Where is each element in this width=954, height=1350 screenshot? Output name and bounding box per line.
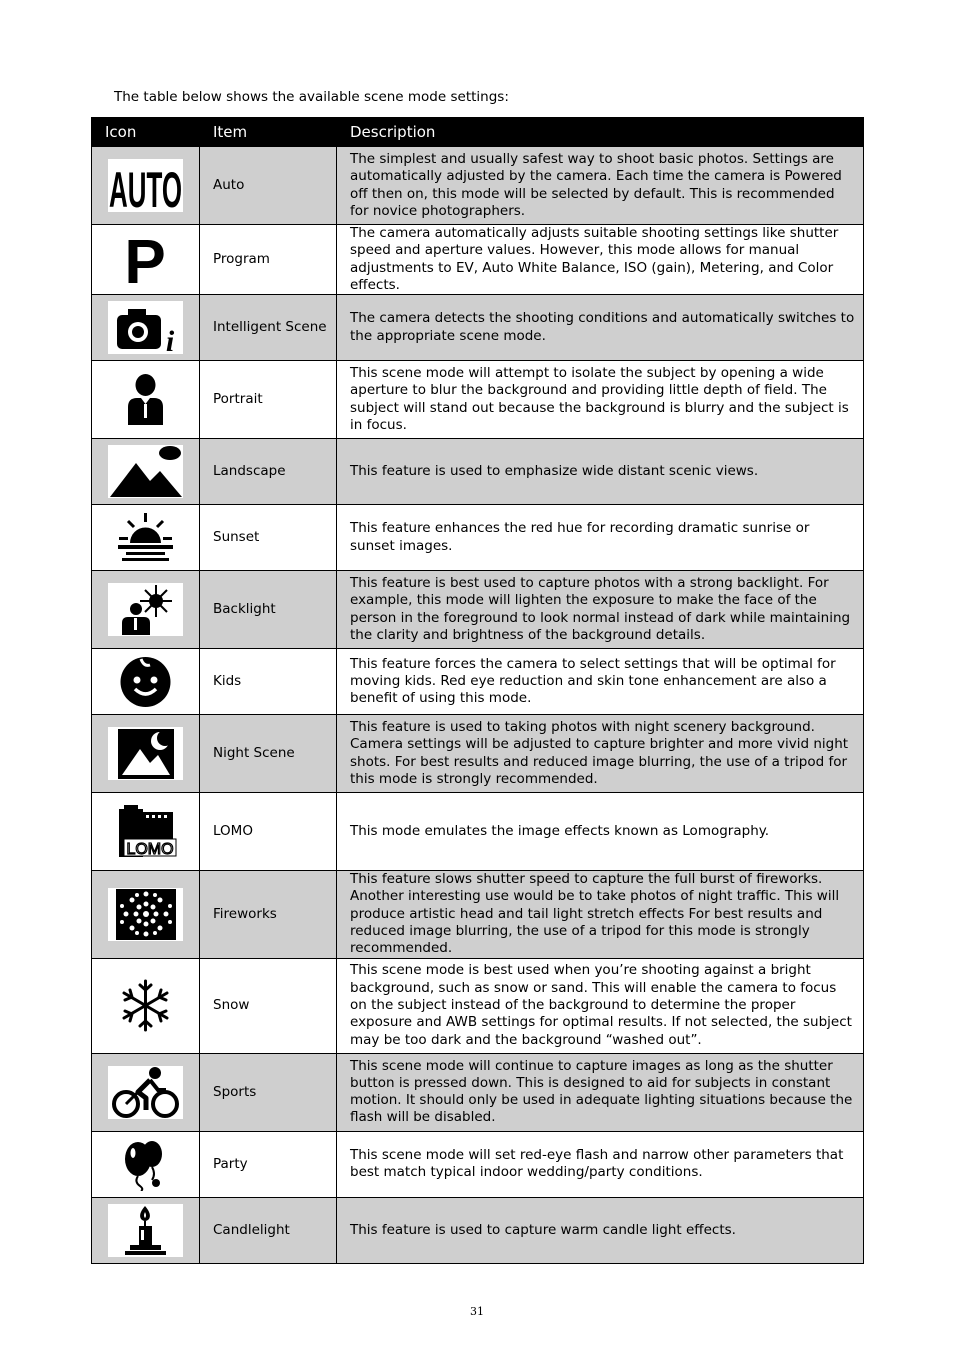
- sports-icon: [108, 1066, 183, 1119]
- landscape-icon: [108, 445, 183, 498]
- item-description: This mode emulates the image effects known as Lomography.: [337, 793, 864, 871]
- table-row: [92, 225, 864, 295]
- candlelight-icon: [108, 1204, 183, 1257]
- item-description: This feature enhances the red hue for recording dramatic sunrise or sunset images.: [337, 505, 864, 571]
- auto-icon: [108, 159, 183, 212]
- lomo-icon: [108, 805, 183, 858]
- item-description: This feature is best used to capture photos with a strong backlight. For example, this mode will lighten the exposure to make the face of the person in the foreground to look normal instead of dark while maintaining the clarity and brightness of the background details.: [337, 571, 864, 649]
- item-label: LOMO: [200, 793, 337, 871]
- item-description: This feature is used to capture warm candle light effects.: [337, 1197, 864, 1263]
- intro-text: The table below shows the available scene mode settings:: [114, 89, 509, 105]
- item-description: This scene mode is best used when you’re shooting against a bright background, such as snow or sand. This will enable the camera to focus on the subject instead of the background to determine the proper exposure and AWB settings for optimal results. If not selected, the subject may be too dark and the background “washed out”.: [337, 958, 864, 1053]
- table-row: [92, 793, 864, 871]
- portrait-icon: [108, 373, 183, 426]
- night-scene-icon: [108, 727, 183, 780]
- item-description: The camera detects the shooting conditions and automatically switches to the appropriate scene mode.: [337, 295, 864, 361]
- table-row: [92, 1131, 864, 1197]
- table-row: [92, 871, 864, 958]
- item-label: Sunset: [200, 505, 337, 571]
- header-icon: Icon: [92, 118, 200, 147]
- table-row: [92, 1053, 864, 1131]
- item-label: Program: [200, 225, 337, 295]
- item-label: Portrait: [200, 361, 337, 439]
- item-description: This feature is used to emphasize wide distant scenic views.: [337, 439, 864, 505]
- item-label: Backlight: [200, 571, 337, 649]
- table-row: [92, 361, 864, 439]
- table-row: [92, 295, 864, 361]
- snow-icon: [108, 979, 183, 1032]
- program-icon: [108, 233, 183, 286]
- table-row: [92, 715, 864, 793]
- table-row: [92, 147, 864, 225]
- kids-icon: [108, 655, 183, 708]
- item-label: Kids: [200, 649, 337, 715]
- item-description: This scene mode will continue to capture images as long as the shutter button is pressed down. This is designed to aid for subjects in constant motion. It should only be used in adequate lighting situations because the flash will be disabled.: [337, 1053, 864, 1131]
- item-description: This scene mode will set red-eye flash and narrow other parameters that best match typical indoor wedding/party conditions.: [337, 1131, 864, 1197]
- table-header-row: [92, 118, 864, 147]
- svg-text:LOMO: LOMO: [126, 841, 174, 859]
- svg-text:AUTO: AUTO: [109, 162, 182, 212]
- item-label: Candlelight: [200, 1197, 337, 1263]
- intelligent-scene-icon: [108, 301, 183, 354]
- sunset-icon: [108, 511, 183, 564]
- item-label: Auto: [200, 147, 337, 225]
- scene-mode-table: [91, 117, 864, 1264]
- fireworks-icon: [108, 888, 183, 941]
- item-description: The simplest and usually safest way to shoot basic photos. Settings are automatically adjusted by the camera. Each time the camera is Powered off then on, this mode will be selected by default. This is recommended for novice photographers.: [337, 147, 864, 225]
- item-label: Landscape: [200, 439, 337, 505]
- table-row: [92, 958, 864, 1053]
- item-description: This feature is used to taking photos with night scenery background. Camera settings will be adjusted to capture brighter and more vivid night shots. For best results and reduced image blurring, the use of a tripod for this mode is strongly recommended.: [337, 715, 864, 793]
- table-row: [92, 649, 864, 715]
- item-description: This feature forces the camera to select settings that will be optimal for moving kids. Red eye reduction and skin tone enhancement are also a benefit of using this mode.: [337, 649, 864, 715]
- item-label: Sports: [200, 1053, 337, 1131]
- item-description: This feature slows shutter speed to capture the full burst of fireworks. Another interesting use would be to take photos of night traffic. This will produce artistic head and tail light stretch effects For best results and reduced image blurring, the use of a tripod for this mode is strongly recommended.: [337, 871, 864, 958]
- item-description: The camera automatically adjusts suitable shooting settings like shutter speed and aperture values. However, this mode allows for manual adjustments to EV, Auto White Balance, ISO (gain), Metering, and Color effects.: [337, 225, 864, 295]
- table-row: [92, 505, 864, 571]
- item-description: This scene mode will attempt to isolate the subject by opening a wide aperture to blur the background and providing little depth of field. The subject will stand out because the background is blurry and the subject is in focus.: [337, 361, 864, 439]
- table-row: [92, 571, 864, 649]
- header-item: Item: [200, 118, 337, 147]
- table-row: [92, 1197, 864, 1263]
- party-icon: [108, 1138, 183, 1191]
- item-label: Fireworks: [200, 871, 337, 958]
- svg-text:i: i: [165, 325, 175, 355]
- item-label: Snow: [200, 958, 337, 1053]
- header-description: Description: [337, 118, 864, 147]
- item-label: Party: [200, 1131, 337, 1197]
- backlight-icon: [108, 583, 183, 636]
- svg-text:P: P: [124, 233, 166, 287]
- table-row: [92, 439, 864, 505]
- item-label: Night Scene: [200, 715, 337, 793]
- item-label: Intelligent Scene: [200, 295, 337, 361]
- page-number: 31: [470, 1305, 484, 1318]
